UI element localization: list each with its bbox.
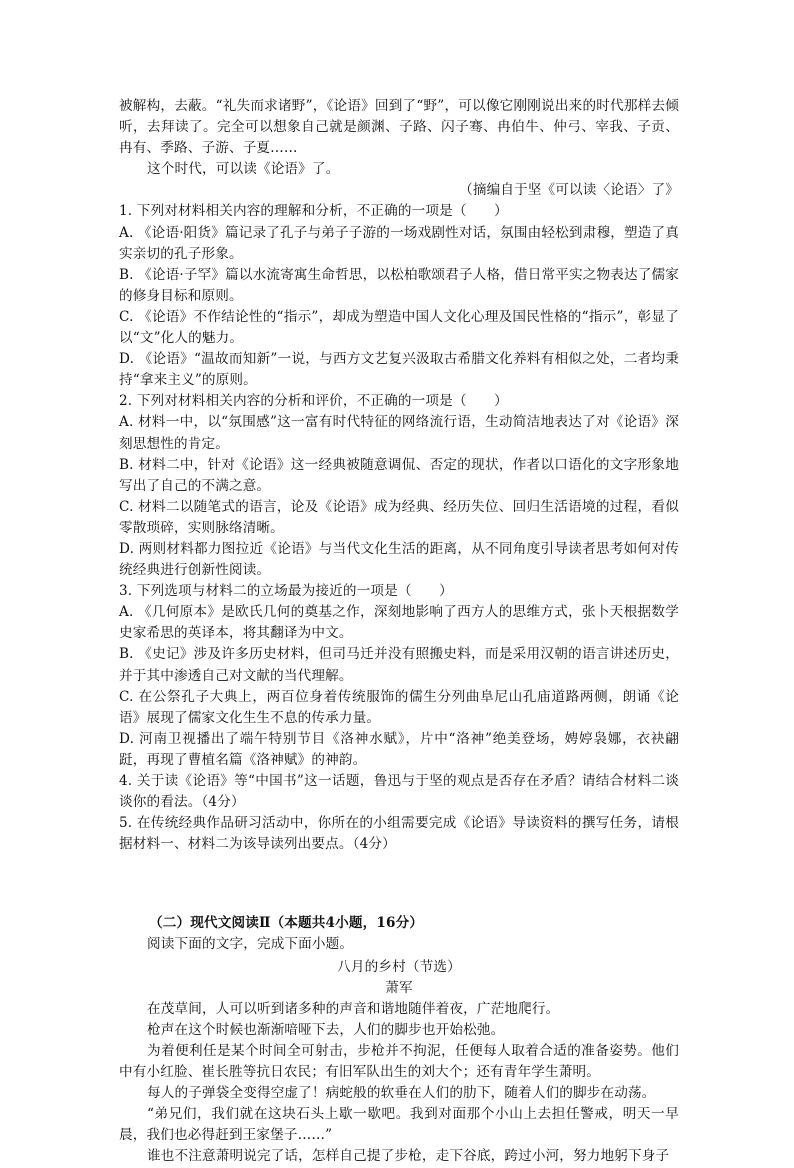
article-paragraph: 为着便利任是某个时间全可射击，步枪并不拘泥，任便每人取着合适的准备姿势。他们中有小红脸、崔长胜等抗日农民；有旧军队出生的刘大个；还有青年学生萧明。: [119, 1042, 679, 1081]
question-2-option-d: D. 两则材料都力图拉近《论语》与当代文化生活的距离，从不同角度引导读者思考如何对传统经典进行创新性阅读。: [119, 540, 679, 579]
question-3-option-d: D. 河南卫视播出了端午特别节目《洛神水赋》，片中“洛神”绝美登场，娉婷袅娜，衣袂翩跹，再现了曹植名篇《洛神赋》的神韵。: [119, 730, 679, 768]
question-2-option-b: B. 材料二中，针对《论语》这一经典被随意调侃、否定的现状，作者以口语化的文字形象地写出了自己的不满之意。: [119, 456, 679, 494]
section-spacer: [119, 855, 679, 913]
section-heading: （二）现代文阅读Ⅱ（本题共4小题，16分）: [149, 915, 424, 932]
question-1-option-c: C. 《论语》不作结论性的“指示”，却成为塑造中国人文化心理及国民性格的“指示”，彰显了以“文”化人的魅力。: [119, 308, 679, 347]
question-1-option-d: D. 《论语》“温故而知新”一说，与西方文艺复兴汲取古希腊文化养料有相似之处，二者均秉持“拿来主义”的原则。: [119, 351, 679, 389]
question-3-option-c: C. 在公祭孔子大典上，两百位身着传统服饰的儒生分列曲阜尼山孔庙道路两侧，朗诵《论语》展现了儒家文化生生不息的传承力量。: [119, 688, 679, 726]
question-2: 2. 下列对材料相关内容的分析和评价，不正确的一项是（ ）: [119, 393, 508, 410]
article-author: 萧军: [385, 979, 413, 996]
question-1-option-b: B. 《论语·子罕》篇以水流寄寓生命哲思，以松柏歌颂君子人格，借日常平实之物表达了儒家的修身目标和原则。: [119, 266, 679, 304]
article-paragraph: 在茂草间，人可以听到诸多种的声音和谐地随伴着夜，广茫地爬行。: [147, 1000, 560, 1017]
question-4: 4. 关于读《论语》等“中国书”这一话题，鲁迅与于坚的观点是否存在矛盾？请结合材料二谈谈你的看法。（4分）: [119, 773, 679, 811]
question-5: 5. 在传统经典作品研习活动中，你所在的小组需要完成《论语》导读资料的撰写任务，请根据材料一、材料二为该导读列出要点。（4分）: [119, 815, 679, 853]
article-paragraph: 枪声在这个时候也渐渐喑哑下去，人们的脚步也开始松弛。: [147, 1021, 505, 1038]
source-citation: （摘编自于坚《可以读〈论语〉了》: [459, 182, 679, 199]
article-paragraph: “弟兄们，我们就在这块石头上歇一歇吧。我到对面那个小山上去担任警戒，明天一早晨，我们也必得赶到王家堡子……”: [119, 1106, 679, 1144]
question-3-option-b: B. 《史记》涉及许多历史材料，但司马迁并没有照搬史料，而是采用汉朝的语言讲述历史，并于其中渗透自己对文献的当代理解。: [119, 646, 679, 684]
section-instruction: 阅读下面的文字，完成下面小题。: [147, 936, 354, 953]
article-paragraph: 谁也不注意萧明说完了话，怎样自己提了步枪，走下谷底，跨过小河，努力地躬下身子: [147, 1148, 670, 1165]
passage-paragraph-1: 被解构，去蔽。“礼失而求诸野”，《论语》回到了“野”，可以像它刚刚说出来的时代那样去倾听，去拜读了。完全可以想象自己就是颜渊、子路、闪子骞、冉伯牛、仲弓、宰我、子贡、冉有、季路、子游、子夏……: [119, 98, 679, 157]
article-paragraph: 每人的子弹袋全变得空虚了！病蛇般的软垂在人们的肋下，随着人们的脚步在动荡。: [147, 1085, 656, 1102]
article-title: 八月的乡村（节选）: [337, 958, 461, 975]
question-2-option-c: C. 材料二以随笔式的语言，论及《论语》成为经典、经历失位、回归生活语境的过程，看似零散琐碎，实则脉络清晰。: [119, 498, 679, 536]
document-page: [119, 96, 679, 1168]
article-title-block: [119, 957, 679, 999]
question-1-option-a: A. 《论语·阳货》篇记录了孔子与弟子子游的一场戏剧性对话，氛围由轻松到肃穆，塑造了真实亲切的孔子形象。: [119, 224, 679, 262]
question-3: 3. 下列选项与材料二的立场最为接近的一项是（ ）: [119, 583, 453, 600]
question-2-option-a: A. 材料一中，以“氛围感”这一富有时代特征的网络流行语，生动简洁地表达了对《论语》深刻思想性的肯定。: [119, 414, 679, 452]
question-3-option-a: A. 《几何原本》是欧氏几何的奠基之作，深刻地影响了西方人的思维方式，张卜天根据数学史家希思的英译本，将其翻译为中文。: [119, 604, 679, 642]
passage-paragraph-2: 这个时代，可以读《论语》了。: [147, 161, 340, 178]
question-1: 1. 下列对材料相关内容的理解和分析，不正确的一项是（ ）: [119, 203, 508, 220]
